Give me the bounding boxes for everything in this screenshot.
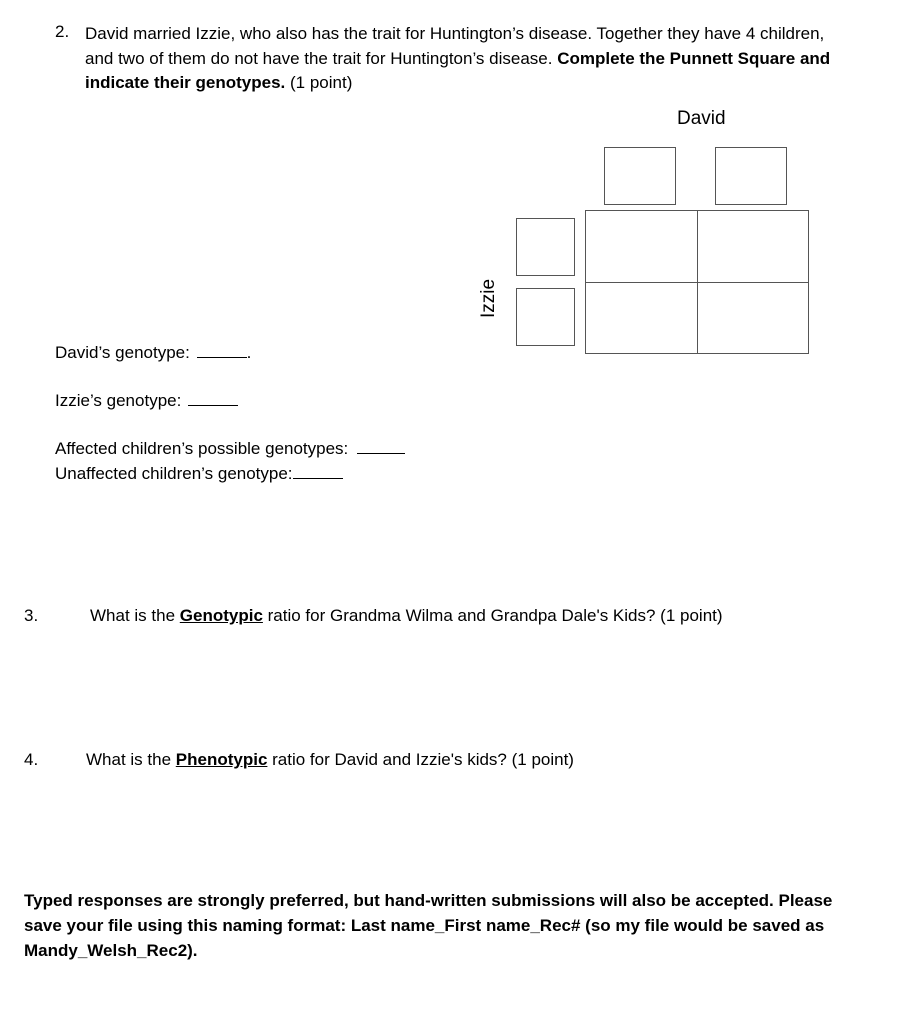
question-3-keyword: Genotypic xyxy=(179,606,263,625)
punnett-cell[interactable] xyxy=(586,283,697,353)
punnett-side-label: Izzie xyxy=(478,278,499,318)
question-3-number: 3. xyxy=(24,606,39,625)
question-4-number: 4. xyxy=(24,750,39,769)
izzie-genotype-label: Izzie’s genotype: xyxy=(55,391,182,410)
question-3-text xyxy=(90,606,723,626)
izzie-allele-box-2[interactable] xyxy=(516,288,575,346)
david-genotype-period: . xyxy=(246,343,252,362)
punnett-top-label: David xyxy=(677,108,726,129)
unaffected-genotype-blank[interactable] xyxy=(293,464,343,479)
question-3-pre: What is the xyxy=(90,606,176,625)
submission-instructions: Typed responses are strongly preferred, but hand-written submissions will also be accepted. Please save your file using this naming format: Last name_First name_Rec# (so my file would be saved as Mandy_Welsh_Rec2). xyxy=(24,891,833,960)
punnett-cell[interactable] xyxy=(586,211,697,282)
question-4-text xyxy=(86,750,574,770)
question-2-number: 2. xyxy=(55,22,70,41)
question-2-text xyxy=(85,22,855,96)
question-2-points: (1 point) xyxy=(290,73,353,92)
izzie-genotype-line xyxy=(55,391,238,411)
punnett-cell[interactable] xyxy=(698,283,808,353)
question-3-post: ratio for Grandma Wilma and Grandpa Dale's Kids? (1 point) xyxy=(267,606,723,625)
david-allele-box-1[interactable] xyxy=(604,147,676,205)
punnett-cell[interactable] xyxy=(698,211,808,282)
david-genotype-label: David’s genotype: xyxy=(55,343,190,362)
david-genotype-blank[interactable] xyxy=(197,343,247,358)
affected-genotype-line xyxy=(55,439,405,459)
unaffected-genotype-line xyxy=(55,464,343,484)
david-allele-box-2[interactable] xyxy=(715,147,787,205)
izzie-allele-box-1[interactable] xyxy=(516,218,575,276)
punnett-grid xyxy=(585,210,809,354)
affected-genotypes-blank[interactable] xyxy=(357,439,405,454)
affected-genotypes-label: Affected children’s possible genotypes: xyxy=(55,439,349,458)
question-2-instruction: Complete the Punnett Square and indicate their genotypes. xyxy=(85,48,831,92)
question-4-keyword: Phenotypic xyxy=(175,750,268,769)
question-4-post: ratio for David and Izzie's kids? (1 point) xyxy=(272,750,574,769)
question-2-intro: David married Izzie, who also has the trait for Huntington’s disease. Together they have 4 children, and two of them do not have the trait for Huntington’s disease. xyxy=(85,24,825,68)
izzie-genotype-blank[interactable] xyxy=(188,391,238,406)
unaffected-genotype-label: Unaffected children’s genotype: xyxy=(55,464,293,483)
david-genotype-line xyxy=(55,343,251,363)
question-4-pre: What is the xyxy=(86,750,172,769)
punnett-side-label-wrap xyxy=(478,278,502,378)
